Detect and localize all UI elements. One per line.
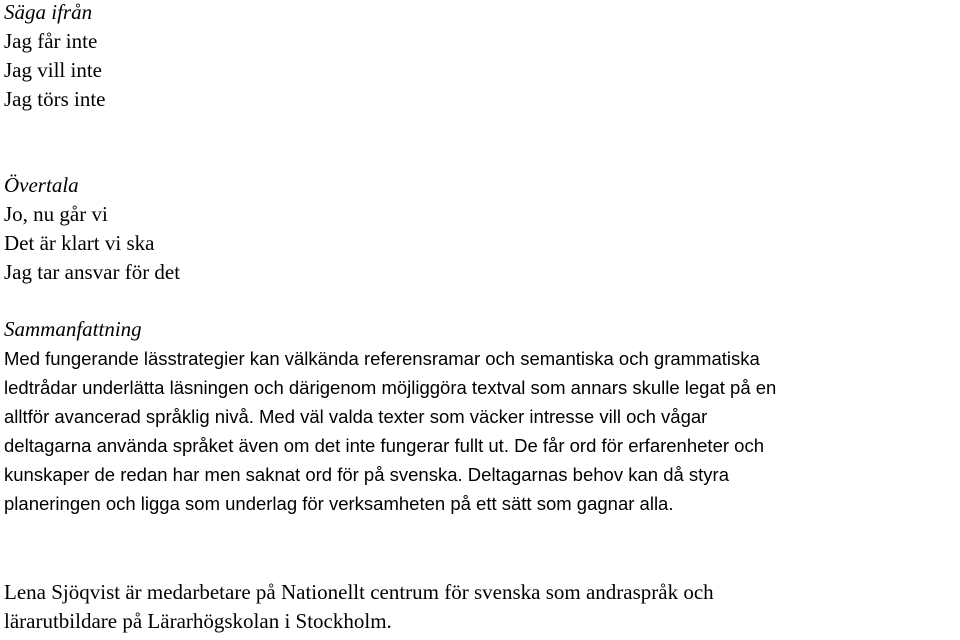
author-text-line: lärarutbildare på Lärarhögskolan i Stockholm. (4, 609, 392, 633)
phrase-line: Jo, nu går vi (4, 202, 108, 226)
summary-text-line: planeringen och ligga som underlag för verksamheten på ett sätt som gagnar alla. (4, 493, 674, 514)
summary-text-line: deltagarna använda språket även om det inte fungerar fullt ut. De får ord för erfarenheter och (4, 435, 764, 456)
phrase-line: Det är klart vi ska (4, 231, 155, 255)
section-heading-sammanfattning: Sammanfattning (4, 317, 142, 341)
phrase-line: Jag vill inte (4, 58, 102, 82)
section-saga-ifran (4, 0, 105, 114)
section-overtala (4, 171, 180, 287)
section-heading-saga-ifran: Säga ifrån (4, 0, 93, 24)
phrase-line: Jag får inte (4, 29, 98, 53)
author-note (4, 578, 714, 636)
section-sammanfattning (4, 315, 776, 518)
summary-text-line: Med fungerande lässtrategier kan välkända referensramar och semantiska och grammatiska (4, 348, 760, 369)
summary-text-line: alltför avancerad språklig nivå. Med väl valda texter som väcker intresse vill och vågar (4, 406, 708, 427)
summary-text-line: kunskaper de redan har men saknat ord för på svenska. Deltagarnas behov kan då styra (4, 464, 730, 485)
section-heading-overtala: Övertala (4, 173, 79, 197)
phrase-line: Jag tar ansvar för det (4, 260, 181, 284)
author-text-line: Lena Sjöqvist är medarbetare på Nationellt centrum för svenska som andraspråk och (4, 580, 714, 604)
phrase-line: Jag törs inte (4, 87, 106, 111)
summary-text-line: ledtrådar underlätta läsningen och därigenom möjliggöra textval som annars skulle legat på en (4, 377, 777, 398)
